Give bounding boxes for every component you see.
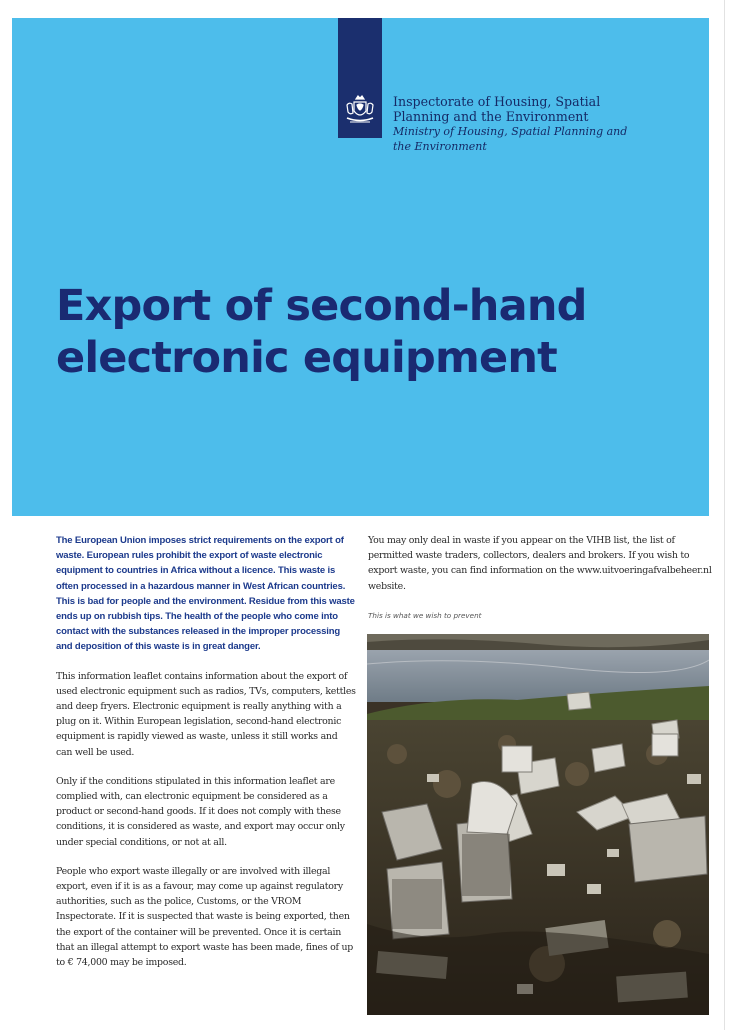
- left-column: [56, 533, 356, 970]
- right-column: [368, 533, 713, 594]
- page-title: [56, 280, 676, 384]
- lead-paragraph: The European Union imposes strict requirements on the export of waste. European rules prohibit the export of waste electronic equipment to countries in Africa without a licence. This waste is often processed in a hazardous manner in West African countries. This is bad for people and the environment. Residue from this waste ends up on rubbish tips. The health of the people who come into contact with the substances released in the improper processing and deposition of this waste is in great danger.: [56, 535, 355, 653]
- org-name-line-1: Inspectorate of Housing, Spatial: [393, 94, 601, 109]
- ministry-line-2: the Environment: [393, 140, 487, 153]
- vihb-paragraph: You may only deal in waste if you appear on the VIHB list, the list of permitted waste traders, collectors, dealers and brokers. If you wish to export waste, you can find information on the www.uitvoeringafvalbeheer.nl website.: [368, 535, 712, 592]
- body-paragraph-1: This information leaflet contains information about the export of used electronic equipment such as radios, TVs, computers, kettles and deep fryers. Electronic equipment is really anything with a plug on it. Within European legislation, second-hand electronic equipment is rapidly viewed as waste, unless it still works and can well be used.: [56, 670, 356, 758]
- ministry-line-1: Ministry of Housing, Spatial Planning and: [393, 125, 628, 138]
- organisation-block: [393, 94, 653, 154]
- body-paragraph-2: Only if the conditions stipulated in this information leaflet are complied with, can electronic equipment be considered as a product or second-hand goods. If it does not comply with these conditions, it is considered as waste, and export may occur only under special conditions, or not at all.: [56, 775, 345, 848]
- royal-coat-of-arms-icon: [343, 93, 377, 127]
- org-name-line-2: Planning and the Environment: [393, 109, 589, 124]
- photo-caption: This is what we wish to prevent: [368, 611, 482, 620]
- government-ribbon: [338, 18, 382, 138]
- e-waste-dump-photo: [367, 634, 709, 1015]
- title-line-1: Export of second-hand: [56, 281, 587, 331]
- title-line-2: electronic equipment: [56, 333, 557, 383]
- body-paragraph-3: People who export waste illegally or are involved with illegal export, even if it is as a favour, may come up against regulatory authorities, such as the police, Customs, or the VROM Inspectorate. If it is suspected that waste is being exported, then the export of the container will be prevented. Once it is certain that an illegal attempt to export waste has been made, fines of up to € 74,000 may be imposed.: [56, 865, 353, 969]
- page-edge: [724, 0, 725, 1030]
